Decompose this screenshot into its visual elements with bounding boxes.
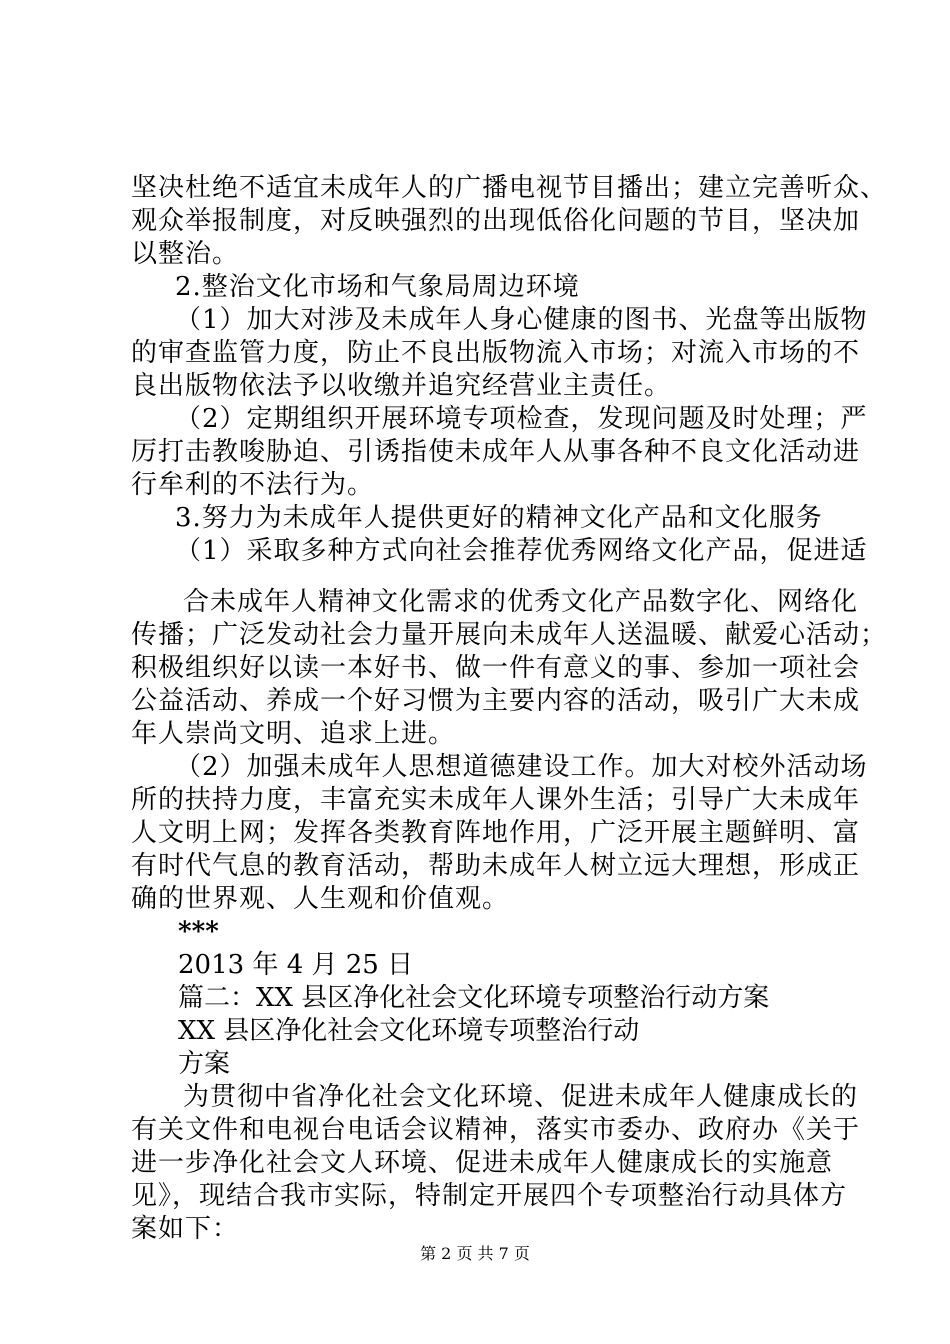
paragraph-line: 进一步净化社会文人环境、促进未成年人健康成长的实施意 — [131, 1148, 834, 1178]
paragraph-line: 确的世界观、人生观和价值观。 — [131, 884, 510, 914]
signature-placeholder: *** — [178, 917, 219, 947]
paragraph-line: 为贯彻中省净化社会文化环境、促进未成年人健康成长的 — [183, 1082, 859, 1112]
paragraph-line: 合未成年人精神文化需求的优秀文化产品数字化、网络化 — [183, 587, 859, 617]
paragraph-line: （1）加大对涉及未成年人身心健康的图书、光盘等出版物 — [175, 305, 868, 335]
paragraph-line: 厉打击教唆胁迫、引诱指使未成年人从事各种不良文化活动进 — [131, 437, 861, 467]
paragraph-line: 人文明上网；发挥各类教育阵地作用，广泛开展主题鲜明、富 — [131, 818, 861, 848]
paragraph-line: 的审查监管力度，防止不良出版物流入市场；对流入市场的不 — [131, 338, 861, 368]
paragraph-line: 坚决杜绝不适宜未成年人的广播电视节目播出；建立完善听众、 — [131, 173, 888, 203]
plan-title: XX 县区净化社会文化环境专项整治行动 — [178, 1016, 640, 1046]
paragraph-line: 公益活动、养成一个好习惯为主要内容的活动，吸引广大未成 — [131, 686, 861, 716]
paragraph-line: （1）采取多种方式向社会推荐优秀网络文化产品，促进适 — [175, 536, 868, 566]
paragraph-line: 有时代气息的教育活动，帮助未成年人树立远大理想，形成正 — [131, 851, 861, 881]
paragraph-line: 传播；广泛发动社会力量开展向未成年人送温暖、献爱心活动； — [131, 620, 888, 650]
paragraph-line: （2）加强未成年人思想道德建设工作。加大对校外活动场 — [175, 752, 868, 782]
paragraph-line: 以整治。 — [131, 239, 240, 269]
paragraph-line: 有关文件和电视台电话会议精神，落实市委办、政府办《关于 — [131, 1115, 861, 1145]
plan-title-continued: 方案 — [178, 1049, 231, 1079]
paragraph-line: 行牟利的不法行为。 — [131, 470, 375, 500]
paragraph-line: 见》，现结合我市实际，特制定开展四个专项整治行动具体方 — [131, 1181, 848, 1211]
paragraph-line: 积极组织好以读一本好书、做一件有意义的事、参加一项社会 — [131, 653, 861, 683]
paragraph-line: 良出版物依法予以收缴并追究经营业主责任。 — [131, 371, 672, 401]
paragraph-line: 年人崇尚文明、追求上进。 — [131, 719, 456, 749]
document-date: 2013 年 4 月 25 日 — [178, 950, 414, 980]
paragraph-line: 所的扶持力度，丰富充实未成年人课外生活；引导广大未成年 — [131, 785, 861, 815]
paragraph-line: （2）定期组织开展环境专项检查，发现问题及时处理；严 — [175, 404, 868, 434]
section-heading: 2.整治文化市场和气象局周边环境 — [175, 272, 580, 302]
paragraph-line: 观众举报制度，对反映强烈的出现低俗化问题的节目，坚决加 — [131, 206, 861, 236]
chapter-title: 篇二：XX 县区净化社会文化环境专项整治行动方案 — [178, 983, 770, 1013]
paragraph-line: 案如下： — [131, 1214, 240, 1244]
section-heading: 3.努力为未成年人提供更好的精神文化产品和文化服务 — [175, 503, 823, 533]
page-footer: 第 2 页 共 7 页 — [420, 1244, 530, 1263]
